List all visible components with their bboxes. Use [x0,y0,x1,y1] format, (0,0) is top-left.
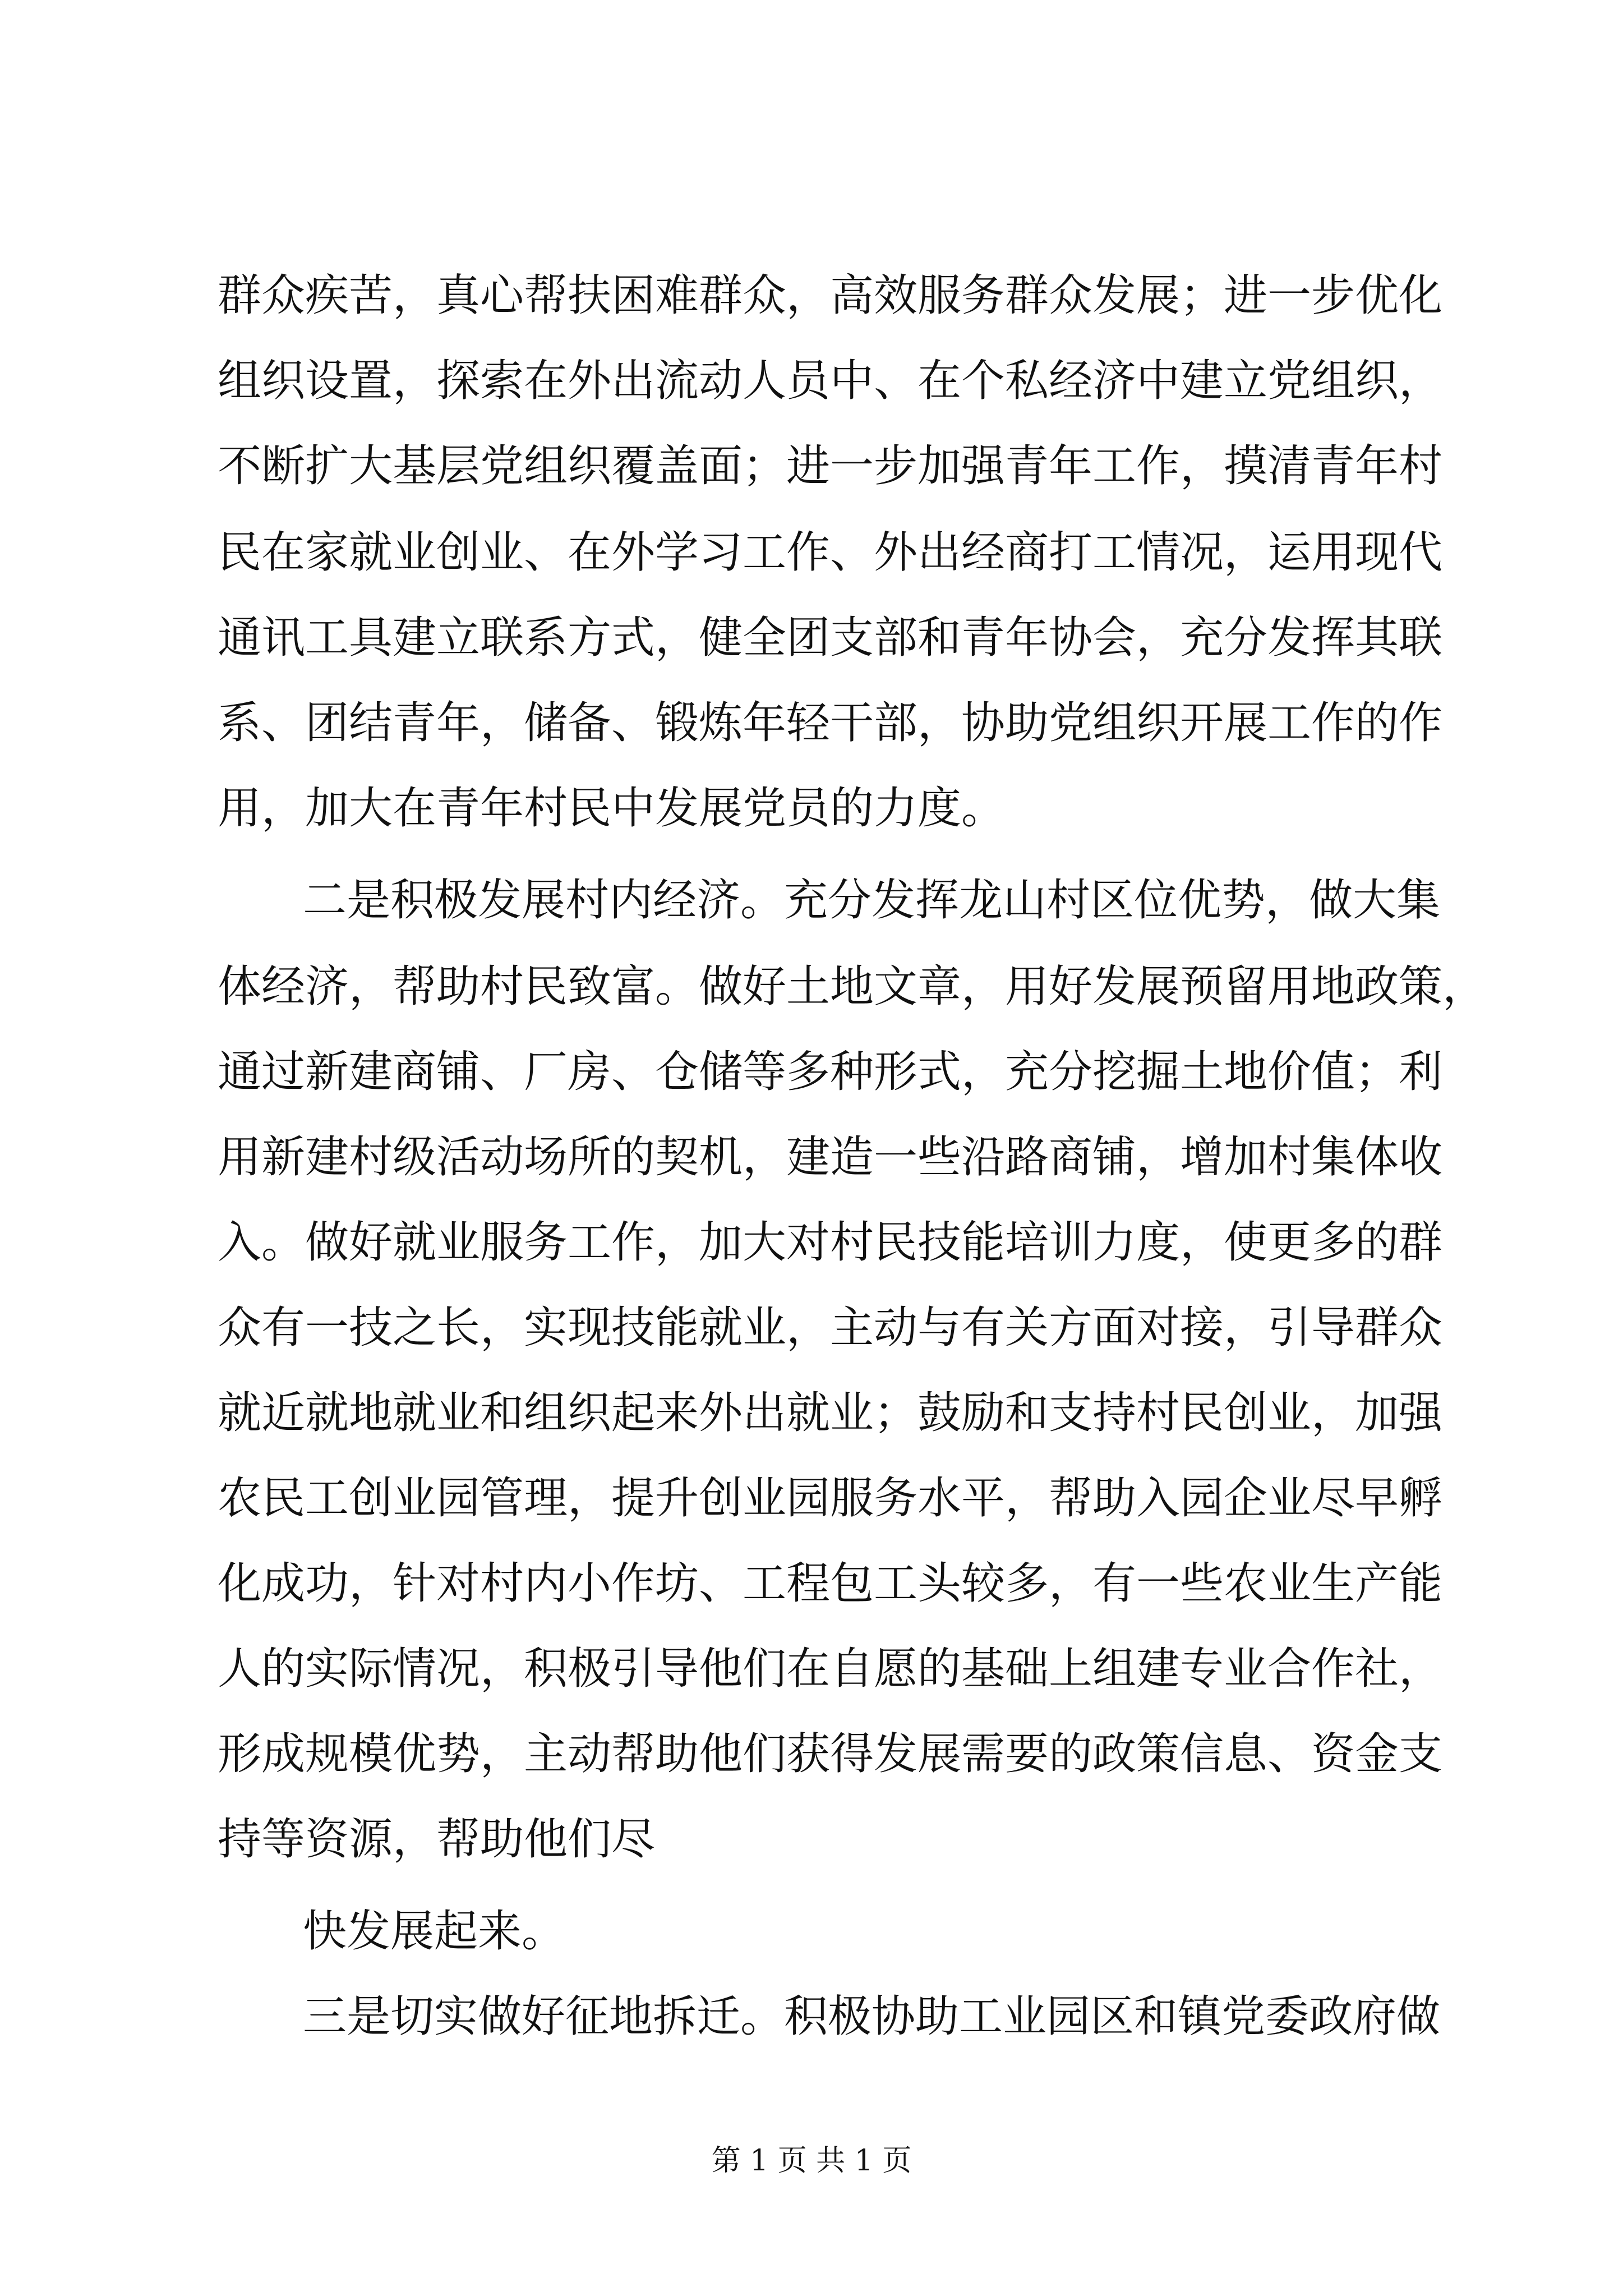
paragraph-start-line: 快发展起来。 [303,1906,566,1957]
body-text-line: 系、团结青年，储备、锻炼年轻干部，协助党组织开展工作的作 [218,698,1443,748]
body-text-line: 持等资源，帮助他们尽 [218,1814,656,1865]
body-text-line: 用，加大在青年村民中发展党员的力度。 [218,783,1006,834]
body-text-line: 群众疾苦，真心帮扶困难群众，高效服务群众发展；进一步优化 [218,270,1443,321]
body-text-line: 不断扩大基层党组织覆盖面；进一步加强青年工作，摸清青年村 [218,441,1443,491]
body-text-line: 人的实际情况，积极引导他们在自愿的基础上组建专业合作社， [218,1644,1443,1694]
page-footer: 第 1 页 共 1 页 [711,2144,912,2178]
body-text-line: 形成规模优势，主动帮助他们获得发展需要的政策信息、资金支 [218,1729,1443,1779]
body-text-line: 用新建村级活动场所的契机，建造一些沿路商铺，增加村集体收 [218,1132,1443,1182]
paragraph-start-line: 二是积极发展村内经济。充分发挥龙山村区位优势，做大集 [303,875,1441,926]
body-text-line: 体经济，帮助村民致富。做好土地文章，用好发展预留用地政策， [218,961,1487,1012]
body-text-line: 就近就地就业和组织起来外出就业；鼓励和支持村民创业，加强 [218,1388,1443,1438]
body-text-line: 通讯工具建立联系方式，健全团支部和青年协会，充分发挥其联 [218,613,1443,663]
body-text-line: 民在家就业创业、在外学习工作、外出经商打工情况，运用现代 [218,527,1443,578]
body-text-line: 化成功，针对村内小作坊、工程包工头较多，有一些农业生产能 [218,1558,1443,1609]
body-text-line: 通过新建商铺、厂房、仓储等多种形式，充分挖掘土地价值；利 [218,1047,1443,1097]
body-text-line: 农民工创业园管理，提升创业园服务水平，帮助入园企业尽早孵 [218,1473,1443,1524]
paragraph-start-line: 三是切实做好征地拆迁。积极协助工业园区和镇党委政府做 [303,1991,1441,2042]
body-text-line: 入。做好就业服务工作，加大对村民技能培训力度，使更多的群 [218,1217,1443,1268]
body-text-line: 组织设置，探索在外出流动人员中、在个私经济中建立党组织， [218,356,1443,406]
body-text-line: 众有一技之长，实现技能就业，主动与有关方面对接，引导群众 [218,1303,1443,1353]
